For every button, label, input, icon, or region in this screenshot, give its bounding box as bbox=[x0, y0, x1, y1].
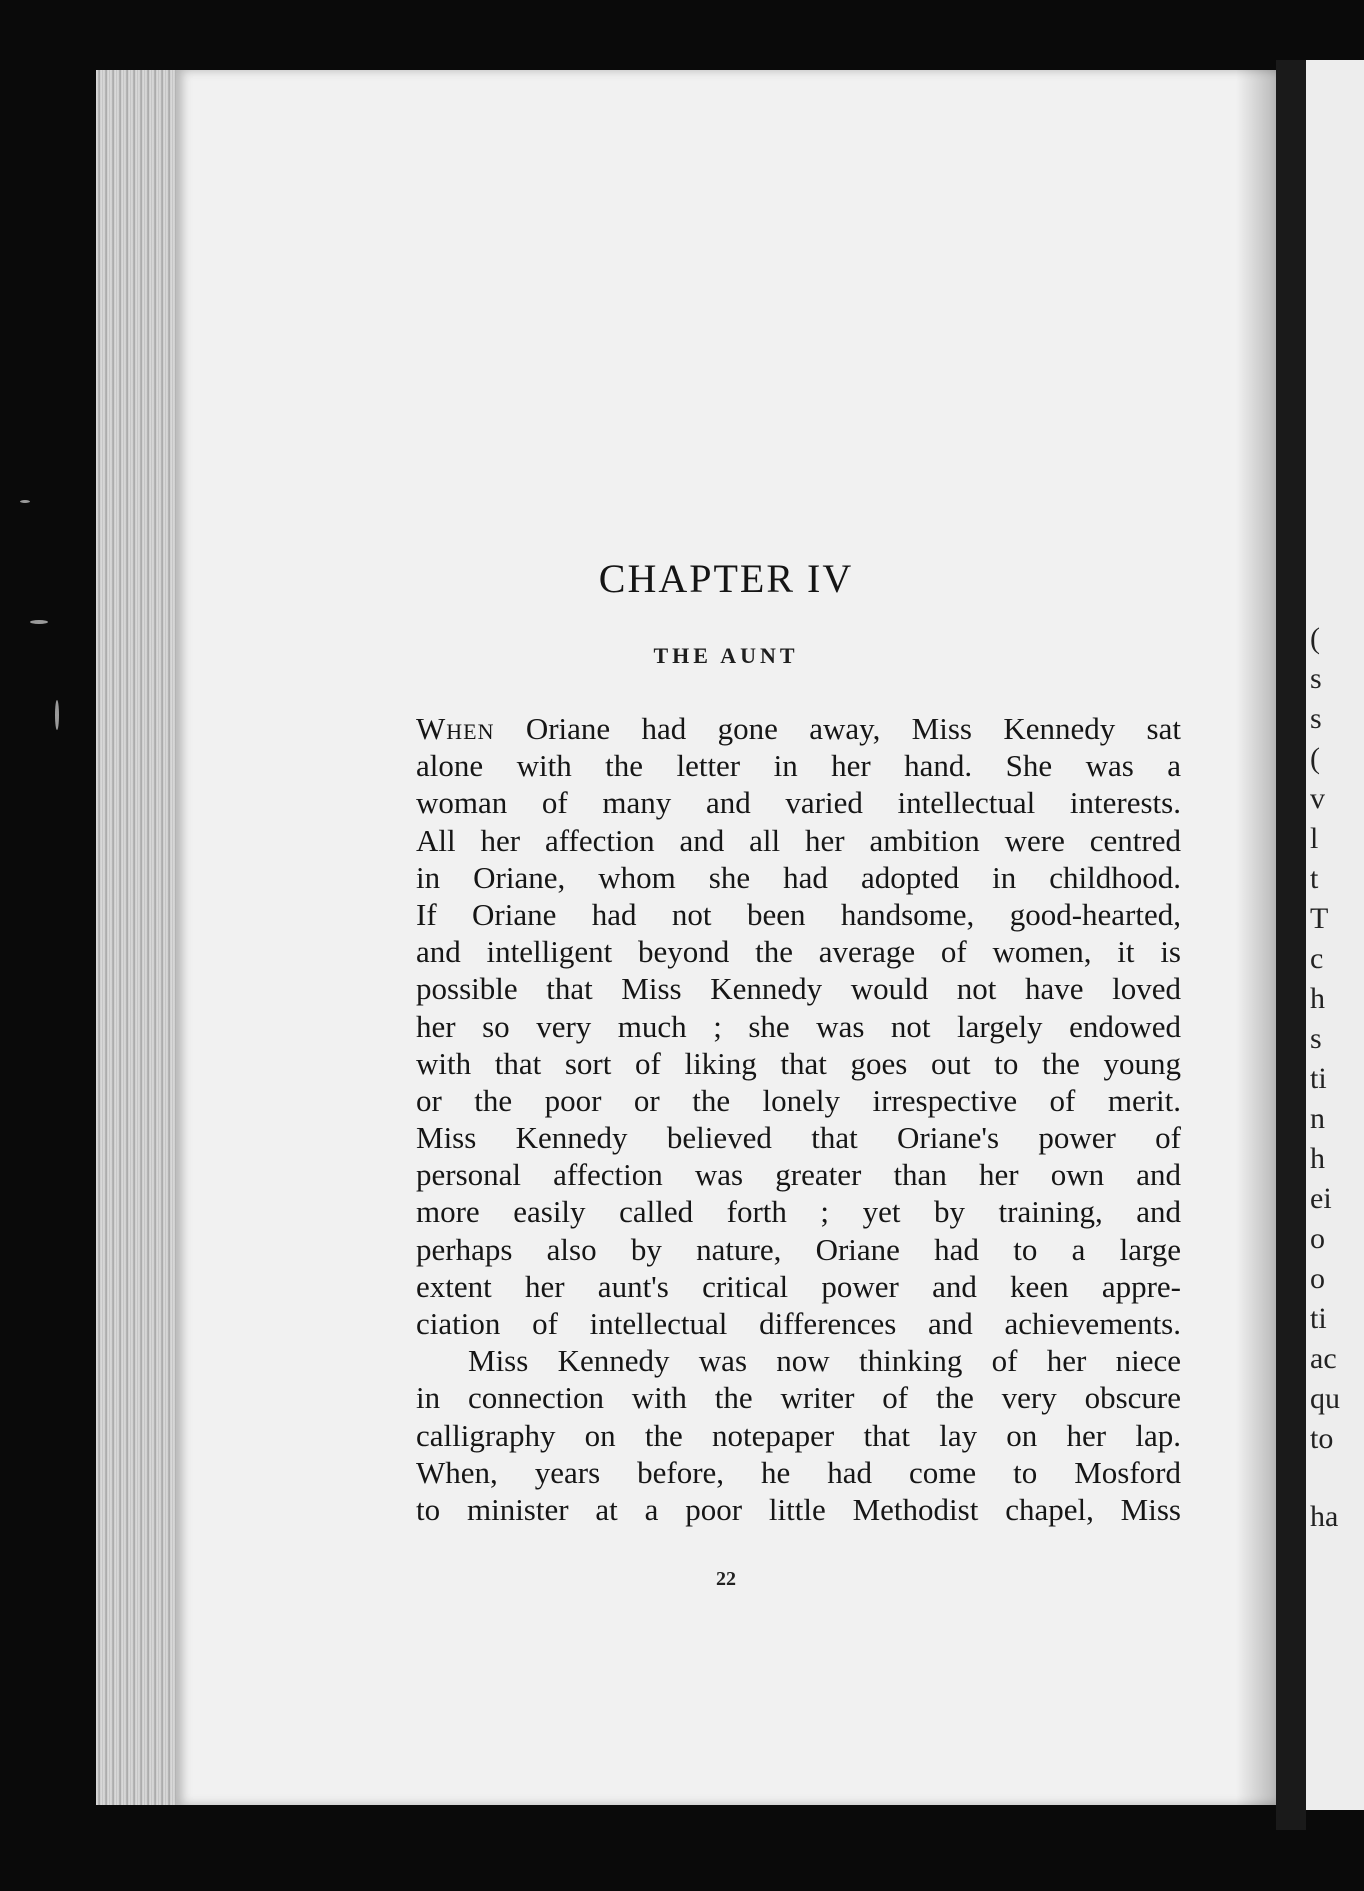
facing-page-fragment: to bbox=[1310, 1422, 1334, 1455]
facing-page-fragment: l bbox=[1310, 822, 1319, 855]
text-line: in Oriane, whom she had adopted in childhood. bbox=[416, 859, 1181, 895]
facing-page-fragment: T bbox=[1310, 902, 1329, 935]
text-line: more easily called forth ; yet by training, and bbox=[416, 1194, 1181, 1230]
text-line: her so very much ; she was not largely endowed bbox=[416, 1008, 1181, 1044]
text-line: When, years before, he had come to Mosford bbox=[416, 1454, 1181, 1490]
facing-page-fragment: o bbox=[1310, 1262, 1325, 1295]
facing-page-fragment: s bbox=[1310, 702, 1322, 735]
facing-page-fragment: o bbox=[1310, 1222, 1325, 1255]
facing-page-fragment: n bbox=[1310, 1102, 1325, 1135]
text-line: ciation of intellectual differences and achievements. bbox=[416, 1306, 1181, 1341]
text-line: Miss Kennedy believed that Oriane's power of bbox=[416, 1120, 1181, 1156]
text-line: to minister at a poor little Methodist chapel, Miss bbox=[416, 1491, 1181, 1527]
facing-page-fragment: t bbox=[1310, 862, 1319, 895]
text-line-rest: Oriane had gone away, Miss Kennedy sat bbox=[494, 711, 1181, 746]
text-line: woman of many and varied intellectual interests. bbox=[416, 785, 1181, 821]
text-line: All her affection and all her ambition were centred bbox=[416, 822, 1181, 858]
text-line: alone with the letter in her hand. She was a bbox=[416, 748, 1181, 784]
facing-page-fragment: ti bbox=[1310, 1062, 1327, 1095]
text-line: with that sort of liking that goes out to the young bbox=[416, 1045, 1181, 1081]
page-number: 22 bbox=[716, 1568, 736, 1590]
facing-page-fragment: ( bbox=[1310, 742, 1320, 775]
facing-page-fragment: s bbox=[1310, 662, 1322, 695]
text-line: If Oriane had not been handsome, good-hearted, bbox=[416, 896, 1181, 932]
text-line: and intelligent beyond the average of women, it is bbox=[416, 934, 1181, 970]
facing-page-fragment: ha bbox=[1310, 1500, 1339, 1533]
paragraph-lead-word: When bbox=[416, 711, 495, 746]
text-line: in connection with the writer of the very obscure bbox=[416, 1380, 1181, 1416]
text-line bbox=[416, 710, 1181, 747]
book-gutter bbox=[1276, 60, 1306, 1830]
scan-artifact bbox=[20, 500, 30, 503]
facing-page-fragment: ac bbox=[1310, 1342, 1337, 1375]
scan-artifact bbox=[30, 620, 48, 624]
text-line: perhaps also by nature, Oriane had to a large bbox=[416, 1231, 1181, 1267]
facing-page-fragment: ti bbox=[1310, 1302, 1327, 1335]
facing-page-fragment: ei bbox=[1310, 1182, 1332, 1215]
chapter-heading: CHAPTER IV bbox=[598, 556, 854, 601]
facing-page-fragment: c bbox=[1310, 942, 1324, 975]
facing-page-fragment: h bbox=[1310, 982, 1325, 1015]
text-line: or the poor or the lonely irrespective of merit. bbox=[416, 1082, 1181, 1118]
text-line: extent her aunt's critical power and keen appre- bbox=[416, 1268, 1181, 1304]
facing-page-edge bbox=[1306, 60, 1364, 1810]
facing-page-fragment: ( bbox=[1310, 622, 1320, 655]
facing-page-fragment: h bbox=[1310, 1142, 1325, 1175]
text-line: Miss Kennedy was now thinking of her niece bbox=[468, 1343, 1181, 1379]
facing-page-fragment: qu bbox=[1310, 1382, 1340, 1415]
text-line: possible that Miss Kennedy would not have loved bbox=[416, 971, 1181, 1007]
facing-page-fragment: v bbox=[1310, 782, 1325, 815]
text-line: calligraphy on the notepaper that lay on her lap. bbox=[416, 1417, 1181, 1453]
facing-page-fragment: s bbox=[1310, 1022, 1322, 1055]
chapter-body bbox=[416, 710, 1181, 1528]
page-edges bbox=[96, 70, 180, 1805]
scan-artifact bbox=[55, 700, 59, 730]
chapter-subtitle: THE AUNT bbox=[653, 643, 799, 668]
text-line: personal affection was greater than her own and bbox=[416, 1157, 1181, 1193]
